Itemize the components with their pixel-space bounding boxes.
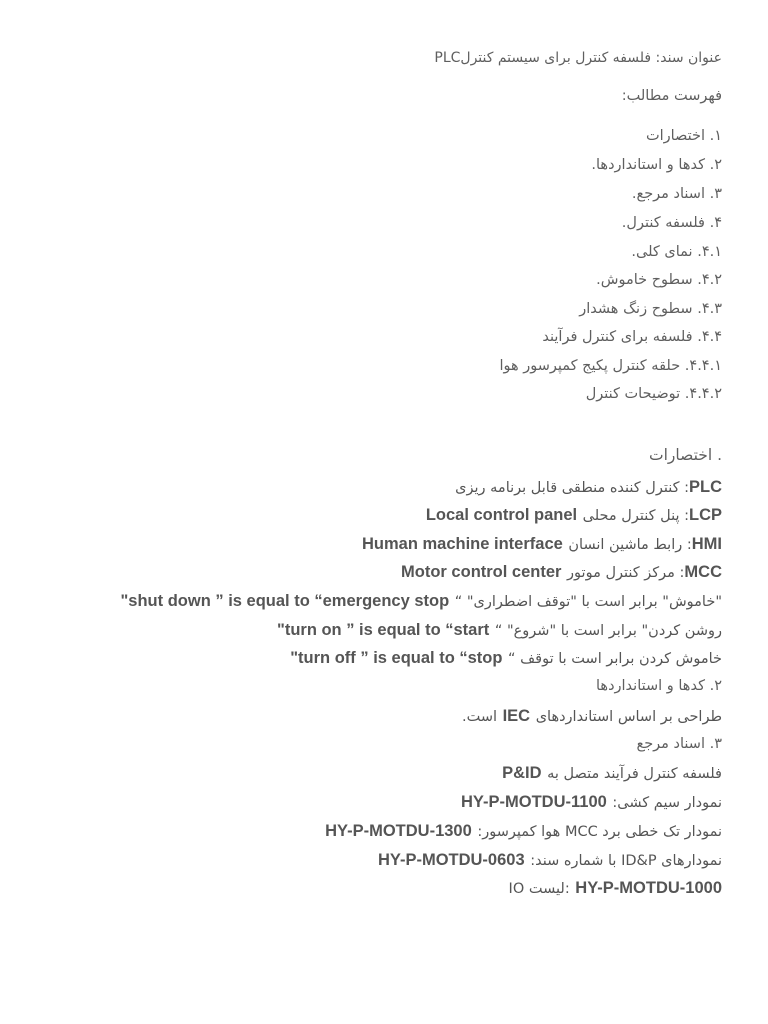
- abbreviation-code: HMI: [691, 535, 722, 553]
- abbreviation-persian: رابط ماشین انسان: [568, 537, 683, 553]
- equivalence-persian: خاموش کردن برابر است با توقف “: [508, 651, 722, 667]
- reference-persian: نمودار تک خطی برد MCC هوا کمپرسور:: [477, 824, 722, 840]
- reference-row: [502, 763, 722, 783]
- equivalence-row: [120, 591, 722, 611]
- abbreviation-separator: :: [674, 565, 685, 581]
- standards-iec: IEC: [502, 707, 531, 725]
- toc-item: ۴. فلسفه کنترل.: [621, 215, 722, 231]
- abbreviation-persian: کنترل کننده منطقی قابل برنامه ریزی: [455, 480, 680, 496]
- reference-code: HY-P-MOTDU-0603: [377, 851, 525, 869]
- equivalence-row: [290, 648, 722, 668]
- equivalence-persian: روشن کردن" برابر است با "شروع" “: [494, 623, 722, 639]
- toc-item: ۴.۴.۱. حلقه کنترل پکیج کمپرسور هوا: [499, 358, 722, 374]
- equivalence-english: "turn off ” is equal to “stop: [290, 649, 503, 667]
- standards-text: [462, 706, 722, 726]
- reference-persian: فلسفه کنترل فرآیند متصل به: [547, 766, 722, 782]
- abbreviation-code: PLC: [689, 478, 722, 496]
- abbreviation-row: [426, 505, 722, 525]
- reference-code: P&ID: [502, 764, 542, 782]
- reference-persian: نمودارهای ID&P با شماره سند:: [530, 853, 722, 869]
- abbreviation-persian: مرکز کنترل موتور: [567, 565, 675, 581]
- equivalence-english: "turn on ” is equal to “start: [277, 621, 490, 639]
- reference-persian: نمودار سیم کشی:: [612, 795, 722, 811]
- toc-item: ۱. اختصارات: [645, 128, 722, 144]
- reference-row: [461, 792, 722, 812]
- abbreviation-english: Motor control center: [401, 563, 562, 581]
- document-title: عنوان سند: فلسفه کنترل برای سیستم کنترلPLC: [434, 50, 722, 66]
- standards-text-post: است.: [461, 709, 498, 725]
- toc-heading: فهرست مطالب:: [621, 88, 722, 104]
- abbreviation-english: Human machine interface: [361, 535, 563, 553]
- section-heading-abbreviations: . اختصارات: [649, 446, 722, 464]
- toc-item: ۴.۲. سطوح خاموش.: [596, 272, 722, 288]
- abbreviation-row: [455, 477, 722, 497]
- reference-code: HY-P-MOTDU-1000: [575, 879, 722, 897]
- equivalence-english: "shut down ” is equal to “emergency stop: [120, 592, 450, 610]
- reference-row: [325, 821, 722, 841]
- abbreviation-english: Local control panel: [425, 506, 578, 524]
- toc-item: ۴.۴. فلسفه برای کنترل فرآیند: [542, 329, 722, 345]
- abbreviation-persian: پنل کنترل محلی: [582, 508, 680, 524]
- abbreviation-row: [401, 562, 722, 582]
- reference-row: [378, 850, 722, 870]
- abbreviation-code: MCC: [684, 563, 722, 581]
- equivalence-persian: "خاموش" برابر است با "توقف اضطراری" “: [454, 594, 722, 610]
- toc-item: ۴.۴.۲. توضیحات کنترل: [585, 386, 722, 402]
- toc-item: ۴.۱. نمای کلی.: [631, 244, 722, 260]
- standards-text-pre: طراحی بر اساس استانداردهای: [535, 709, 722, 725]
- section-heading-standards: ۲. کدها و استانداردها: [596, 678, 722, 694]
- abbreviation-row: [362, 534, 722, 554]
- equivalence-row: [277, 620, 722, 640]
- toc-item: ۲. کدها و استانداردها.: [591, 157, 722, 173]
- abbreviation-separator: :: [679, 508, 689, 524]
- section-heading-references: ۳. اسناد مرجع: [636, 736, 722, 752]
- abbreviation-code: LCP: [689, 506, 722, 524]
- toc-item: ۴.۳. سطوح زنگ هشدار: [579, 301, 722, 317]
- abbreviation-separator: :: [679, 480, 689, 496]
- reference-persian: IO لیست:: [508, 881, 570, 897]
- reference-code: HY-P-MOTDU-1100: [461, 793, 607, 811]
- reference-code: HY-P-MOTDU-1300: [325, 822, 472, 840]
- abbreviation-separator: :: [682, 537, 692, 553]
- toc-item: ۳. اسناد مرجع.: [631, 186, 722, 202]
- reference-row: [509, 878, 722, 898]
